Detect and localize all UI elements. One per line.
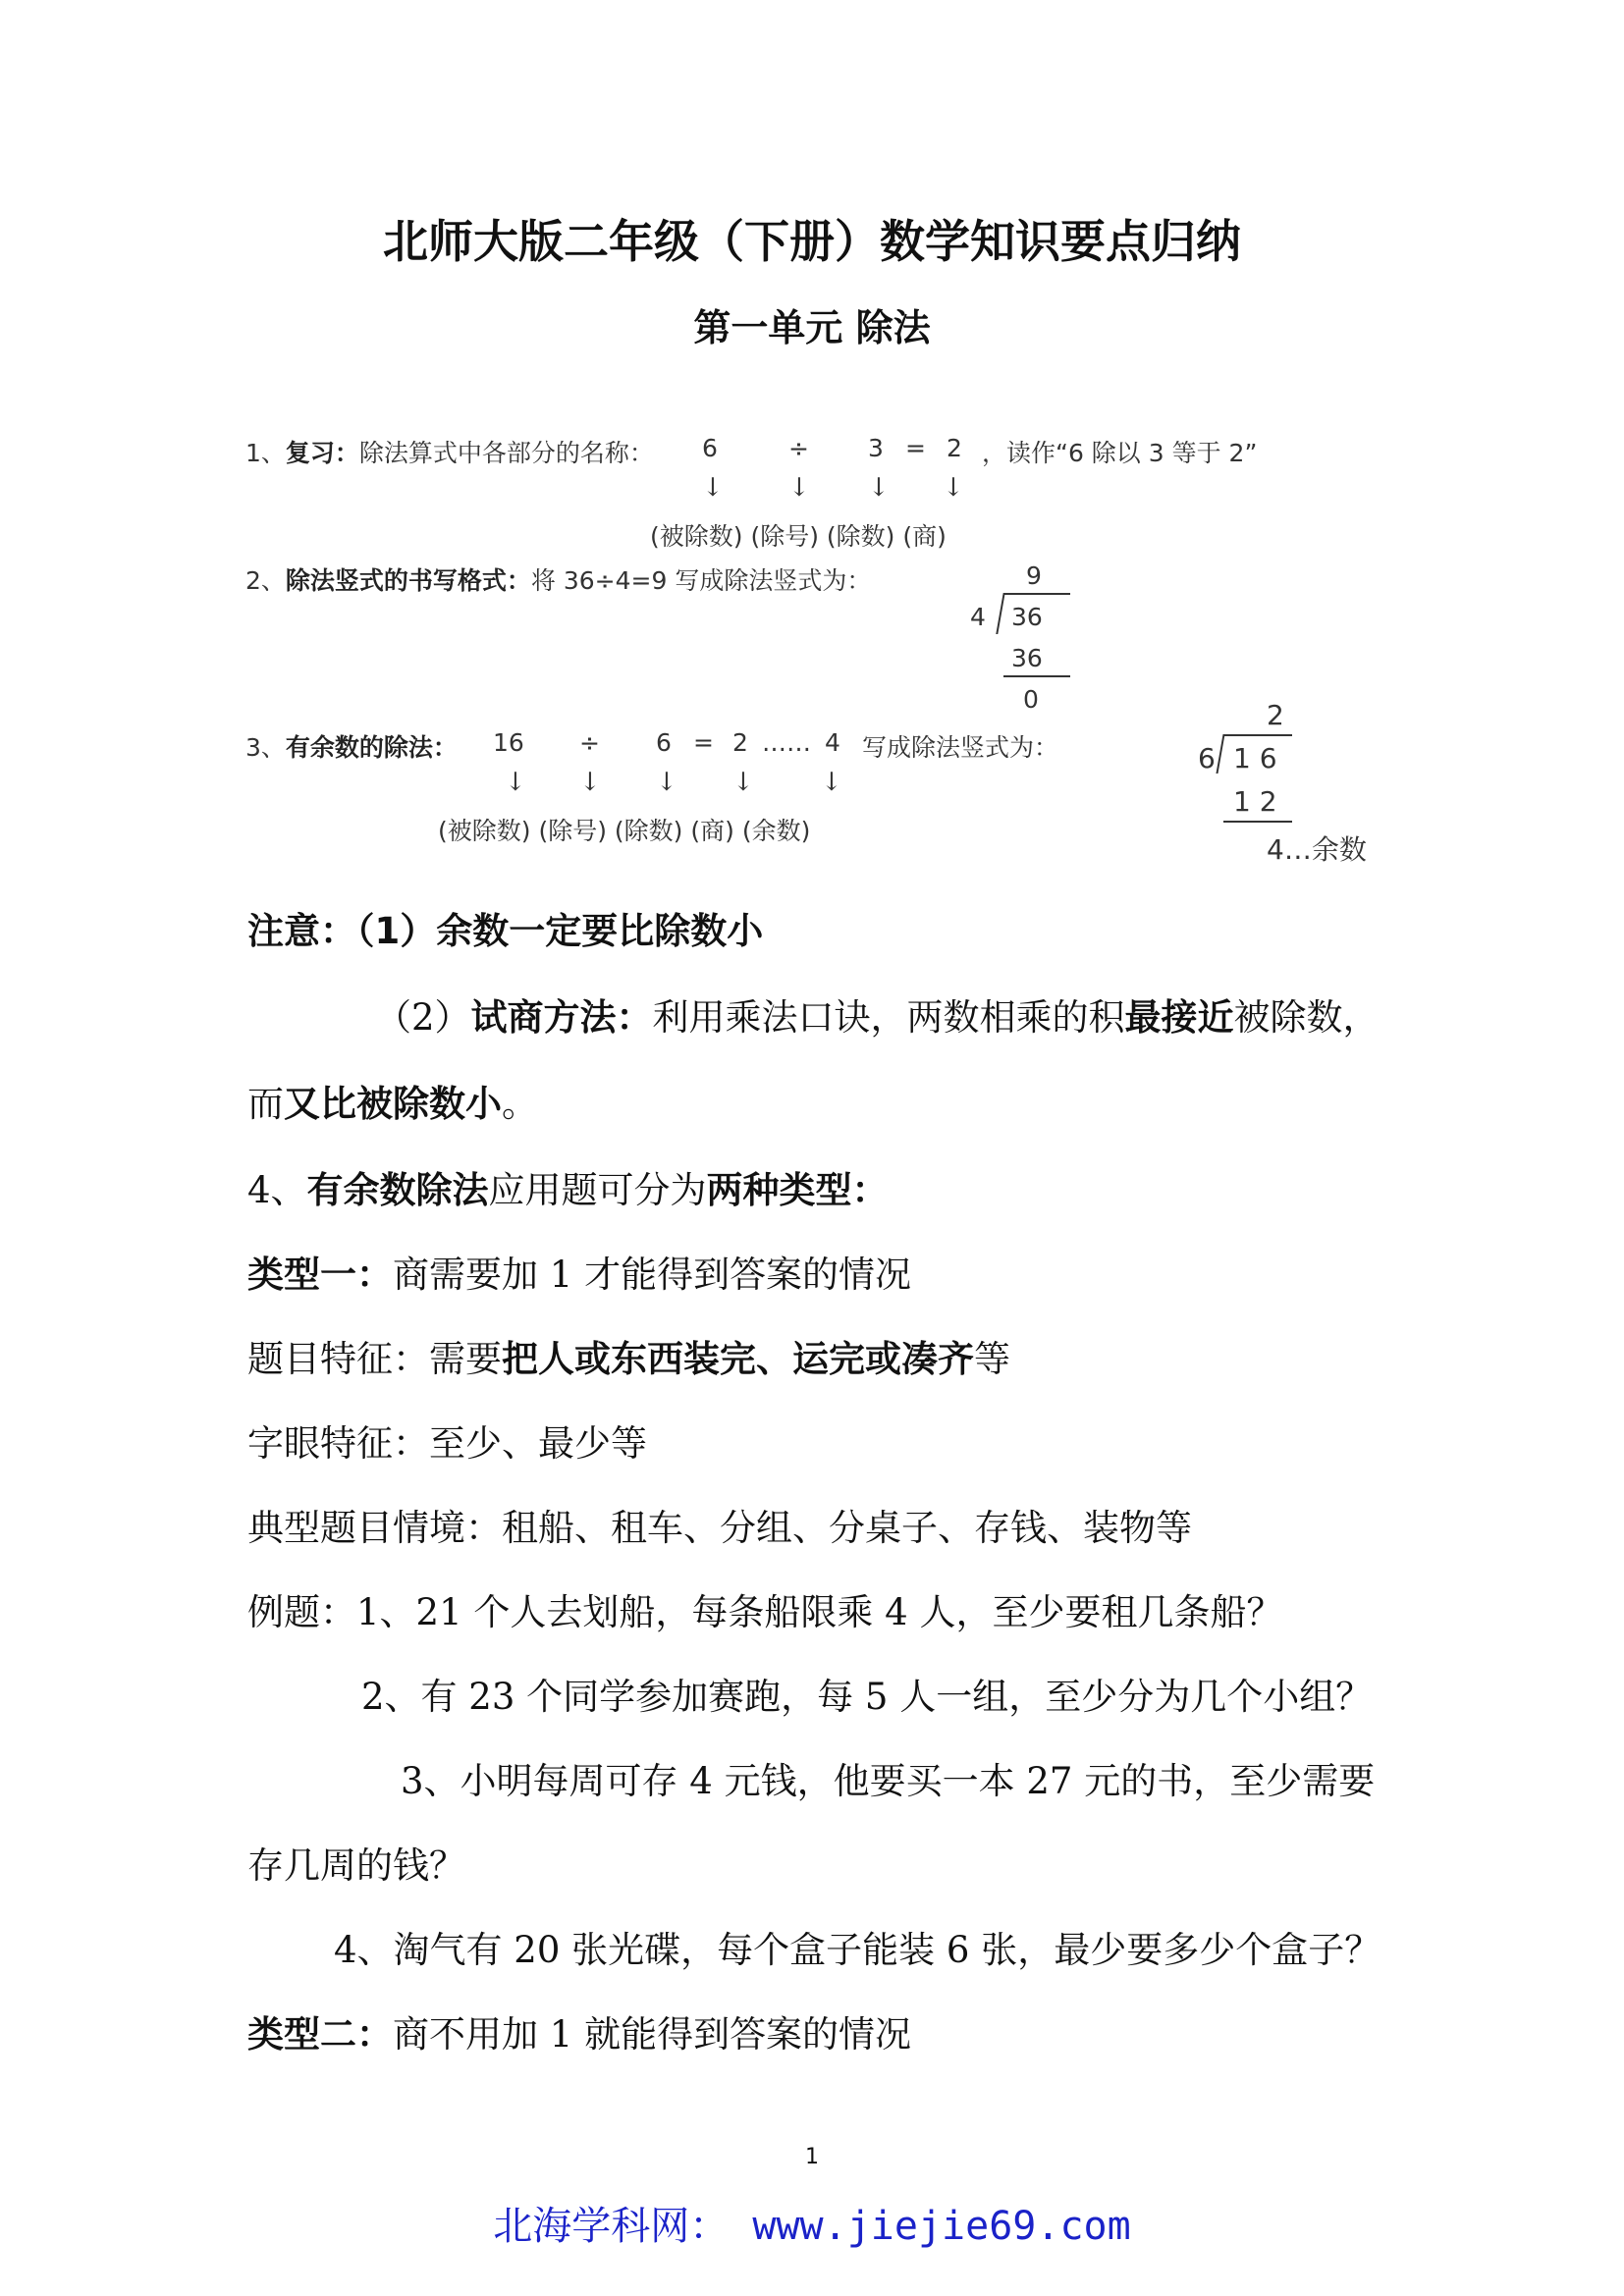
review-eq-0: 6: [702, 434, 718, 462]
example-3a: 3、小明每周可存 4 元钱，他要买一本 27 元的书，至少需要: [401, 1760, 1376, 1802]
rem-eq-2: 6: [656, 728, 672, 757]
note-2-text: 利用乘法口诀，两数相乘的积: [652, 996, 1125, 1039]
rem-names: (被除数) (除号) (除数) (商) (余数): [438, 817, 811, 845]
rem-arrow-2: ↓: [579, 768, 601, 797]
rem-text: 写成除法竖式为：: [862, 733, 1059, 762]
example-2: 2、有 23 个同学参加赛跑，每 5 人一组，至少分为几个小组？: [361, 1676, 1373, 1718]
arrow-1: ↓: [702, 473, 724, 503]
rem-eq-6: 4: [825, 728, 840, 757]
rem-label: 3、: [245, 733, 286, 762]
rem-remainder-label: …余数: [1283, 833, 1367, 866]
vertical-product: 36: [1011, 644, 1043, 672]
keyword: 字眼特征：至少、最少等: [247, 1422, 647, 1465]
review-bold: 复习：: [285, 439, 359, 467]
review-names: (被除数) (除号) (除数) (商): [650, 522, 947, 551]
rem-bar: [1223, 734, 1292, 736]
review-read: ，读作“6 除以 3 等于 2”: [982, 439, 1258, 467]
vertical-bold: 除法竖式的书写格式：: [285, 566, 531, 595]
review-eq-1: ÷: [788, 434, 809, 462]
example-1: 例题：1、21 个人去划船，每条船限乘 4 人，至少要租几条船？: [247, 1591, 1283, 1633]
note-2: [375, 988, 1380, 1041]
vertical-label: 2、: [245, 566, 286, 595]
rem-line: [245, 728, 458, 764]
vertical-bar: [1003, 593, 1070, 595]
review-text: 除法算式中各部分的名称：: [358, 439, 654, 467]
vertical-text: 将 36÷4=9 写成除法竖式为：: [530, 566, 872, 595]
type1-text: 商需要加 1 才能得到答案的情况: [393, 1254, 912, 1296]
review-line: [245, 434, 654, 469]
note-1: [247, 901, 763, 954]
feature-bold: 把人或东西装完、运完或凑齐: [502, 1338, 974, 1380]
review-eq-4: 2: [947, 434, 962, 462]
type1-bold: 类型一：: [247, 1254, 393, 1296]
note-1-prefix: 注意：（1）: [247, 910, 437, 952]
arrow-2: ↓: [788, 473, 810, 503]
rem-bold: 有余数的除法：: [285, 733, 458, 762]
scenario: 典型题目情境：租船、租车、分组、分桌子、存钱、装物等: [247, 1507, 1192, 1549]
section4-prefix: 4、: [247, 1169, 307, 1211]
rem-arrow-5: ↓: [821, 768, 842, 797]
section4-heading: [247, 1160, 889, 1213]
note-2-line2-prefix: 而: [247, 1083, 284, 1125]
review-label: 1、: [245, 439, 286, 467]
type2-text: 商不用加 1 就能得到答案的情况: [393, 2013, 912, 2056]
rem-bar-2: [1223, 821, 1292, 823]
note-2-bold: 试商方法：: [470, 996, 653, 1039]
type2: [247, 2004, 911, 2057]
rem-remainder-value: 4: [1267, 833, 1284, 866]
feature-end: 等: [974, 1338, 1010, 1380]
vertical-line: [245, 561, 871, 597]
rem-bracket: [1216, 734, 1224, 774]
rem-eq-0: 16: [493, 728, 524, 757]
vertical-dividend: 36: [1011, 603, 1043, 631]
section4-bold2: 两种类型：: [706, 1169, 889, 1211]
vertical-bracket: [996, 593, 1004, 634]
arrow-4: ↓: [943, 473, 964, 503]
type2-bold: 类型二：: [247, 2013, 393, 2056]
note-2-text2: 被除数，: [1233, 996, 1380, 1039]
note-1-bold: 余数一定要比除数小: [436, 910, 764, 952]
rem-arrow-3: ↓: [656, 768, 677, 797]
vertical-bar-2: [1003, 675, 1070, 677]
unit-title: 第一单元 除法: [693, 306, 931, 349]
rem-eq-1: ÷: [579, 728, 600, 757]
vertical-divisor: 4: [970, 603, 986, 631]
page-title: 北师大版二年级（下册）数学知识要点归纳: [383, 215, 1241, 268]
rem-arrow-1: ↓: [505, 768, 526, 797]
note-2-line2-bold: 又比被除数小: [284, 1083, 502, 1125]
section4-bold1: 有余数除法: [306, 1169, 489, 1211]
vertical-quotient: 9: [1026, 561, 1042, 590]
rem-dividend: 1 6: [1233, 742, 1277, 774]
note-2-line2-end: 。: [502, 1083, 538, 1125]
rem-arrow-4: ↓: [732, 768, 754, 797]
rem-eq-5: ……: [762, 728, 811, 757]
feature: [247, 1329, 1010, 1382]
review-eq-2: 3: [868, 434, 884, 462]
rem-eq-3: =: [693, 728, 714, 757]
example-4: 4、淘气有 20 张光碟，每个盒子能装 6 张，最少要多少个盒子？: [334, 1929, 1381, 1971]
page-number: 1: [805, 2145, 819, 2169]
note-2-line2: [247, 1074, 538, 1127]
section4-mid: 应用题可分为: [488, 1169, 707, 1211]
rem-quotient: 2: [1267, 699, 1284, 731]
note-2-bold2: 最接近: [1124, 996, 1234, 1039]
rem-eq-4: 2: [732, 728, 748, 757]
example-3b: 存几周的钱？: [247, 1844, 465, 1887]
rem-remainder: [1267, 828, 1367, 868]
rem-divisor: 6: [1198, 742, 1216, 774]
feature-prefix: 题目特征：需要: [247, 1338, 502, 1380]
rem-product: 1 2: [1233, 785, 1277, 818]
vertical-remainder: 0: [1023, 685, 1039, 714]
note-2-prefix: （2）: [375, 996, 471, 1039]
review-eq-3: =: [905, 434, 926, 462]
type1: [247, 1245, 911, 1298]
footer-link[interactable]: 北海学科网： www.jiejie69.com: [493, 2204, 1131, 2249]
arrow-3: ↓: [868, 473, 890, 503]
